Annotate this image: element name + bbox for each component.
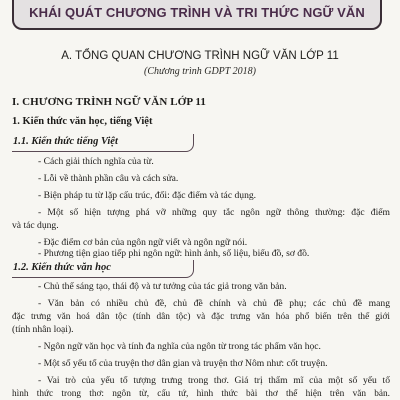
- text-line: (tính nhân loại).: [12, 324, 74, 335]
- text-line: - Ngôn ngữ văn học và tính đa nghĩa của ngôn từ trong tác phẩm văn học.: [38, 341, 321, 352]
- subsection-1-heading: 1. Kiến thức văn học, tiếng Việt: [12, 116, 153, 127]
- section-a-subtitle: (Chương trình GDPT 2018): [143, 66, 256, 77]
- chapter-banner: [12, 0, 382, 30]
- text-line: - Chủ thể sáng tạo, thái độ và tư tưởng của tác giả trong văn bản.: [38, 281, 287, 292]
- text-line: - Đặc điểm cơ bản của ngôn ngữ viết và ngôn ngữ nói.: [38, 237, 248, 248]
- text-line: - Vai trò của yếu tố tượng trưng trong thơ. Giá trị thẩm mĩ của một số yếu tố: [38, 375, 390, 386]
- part-1-2-heading: 1.2. Kiến thức văn học: [12, 260, 194, 278]
- text-line: - Một số hiện tượng phá vỡ những quy tắc ngôn ngữ thông thường: đặc điểm: [38, 207, 390, 218]
- text-line: - Văn bản có nhiều chủ đề, chủ đề chính và chủ đề phụ; các chủ đề mang: [38, 298, 390, 309]
- section-a-title: A. TỔNG QUAN CHƯƠNG TRÌNH NGỮ VĂN LỚP 11: [61, 50, 339, 62]
- text-line: hình thức trong thơ: ngôn từ, cấu tứ, hình thức bài thơ thể hiện trên văn bản.: [12, 389, 390, 399]
- chapter-title: KHÁI QUÁT CHƯƠNG TRÌNH VÀ TRI THỨC NGỮ VĂN: [29, 4, 365, 20]
- text-line: - Một số yếu tố của truyện thơ dân gian và truyện thơ Nôm như: cốt truyện.: [38, 358, 328, 369]
- text-line: đặc trưng văn hoá dân tộc (tính dân tộc) và đặc trưng văn hóa phổ biến trên thế giới: [12, 312, 390, 322]
- section-1-heading: I. CHƯƠNG TRÌNH NGỮ VĂN LỚP 11: [12, 96, 206, 108]
- text-line: và tác dụng.: [12, 220, 59, 231]
- text-line: - Phương tiện giao tiếp phi ngôn ngữ: hình ảnh, số liệu, biểu đồ, sơ đồ.: [38, 248, 310, 259]
- text-line: - Cách giải thích nghĩa của từ.: [38, 156, 154, 167]
- part-1-1-heading: 1.1. Kiến thức tiếng Việt: [12, 134, 194, 152]
- text-line: - Biện pháp tu từ lặp cấu trúc, đối: đặc điểm và tác dụng.: [38, 190, 257, 201]
- text-line: - Lỗi về thành phần câu và cách sửa.: [38, 173, 179, 184]
